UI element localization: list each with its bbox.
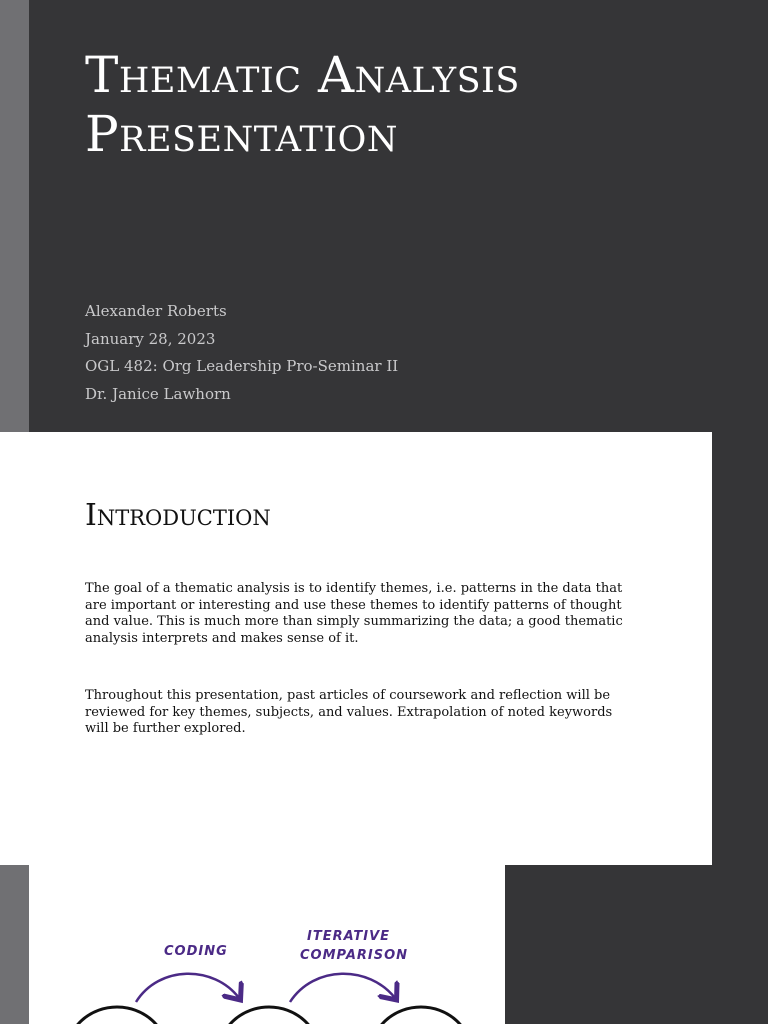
diagram-slide [0,865,768,1024]
stage-circle-2 [219,1007,319,1024]
intro-paragraph-2: Throughout this presentation, past articles of coursework and reflection will be reviewed for key themes, subjects, and values. Extrapolation of noted keywords will be further explored. [85,688,613,736]
intro-heading: Introduction [85,498,271,533]
label-iterative-line1: ITERATIVE [307,929,391,944]
arrow-coding [136,974,239,1002]
title-line-2: Presentation [85,105,398,163]
thematic-process-diagram [29,865,505,1024]
stage-circle-1 [67,1007,167,1024]
right-accent-strip [712,432,768,865]
intro-paragraph-1: The goal of a thematic analysis is to identify themes, i.e. patterns in the data that are important or interesting and use these themes to identify patterns of thought and value. This is much more than simply summarizing the data; a good thematic analysis interprets and makes sense of it. [85,581,623,646]
right-dark-panel [505,865,768,1024]
label-iterative-line2: COMPARISON [300,948,409,963]
title-meta [85,298,398,408]
presentation-date: January 28, 2023 [85,329,216,348]
course-name: OGL 482: Org Leadership Pro-Seminar II [85,357,399,375]
stage-circle-3 [371,1007,471,1024]
title-line-1: Thematic Analysis [85,46,520,104]
left-accent-strip [0,0,29,432]
left-accent-strip [0,865,29,1024]
presentation-title [85,46,725,164]
label-coding: CODING [164,944,228,959]
title-slide [0,0,768,432]
instructor-name: Dr. Janice Lawhorn [85,384,231,403]
arrow-iterative [290,974,395,1002]
introduction-slide [0,432,768,865]
author-name: Alexander Roberts [85,302,227,320]
